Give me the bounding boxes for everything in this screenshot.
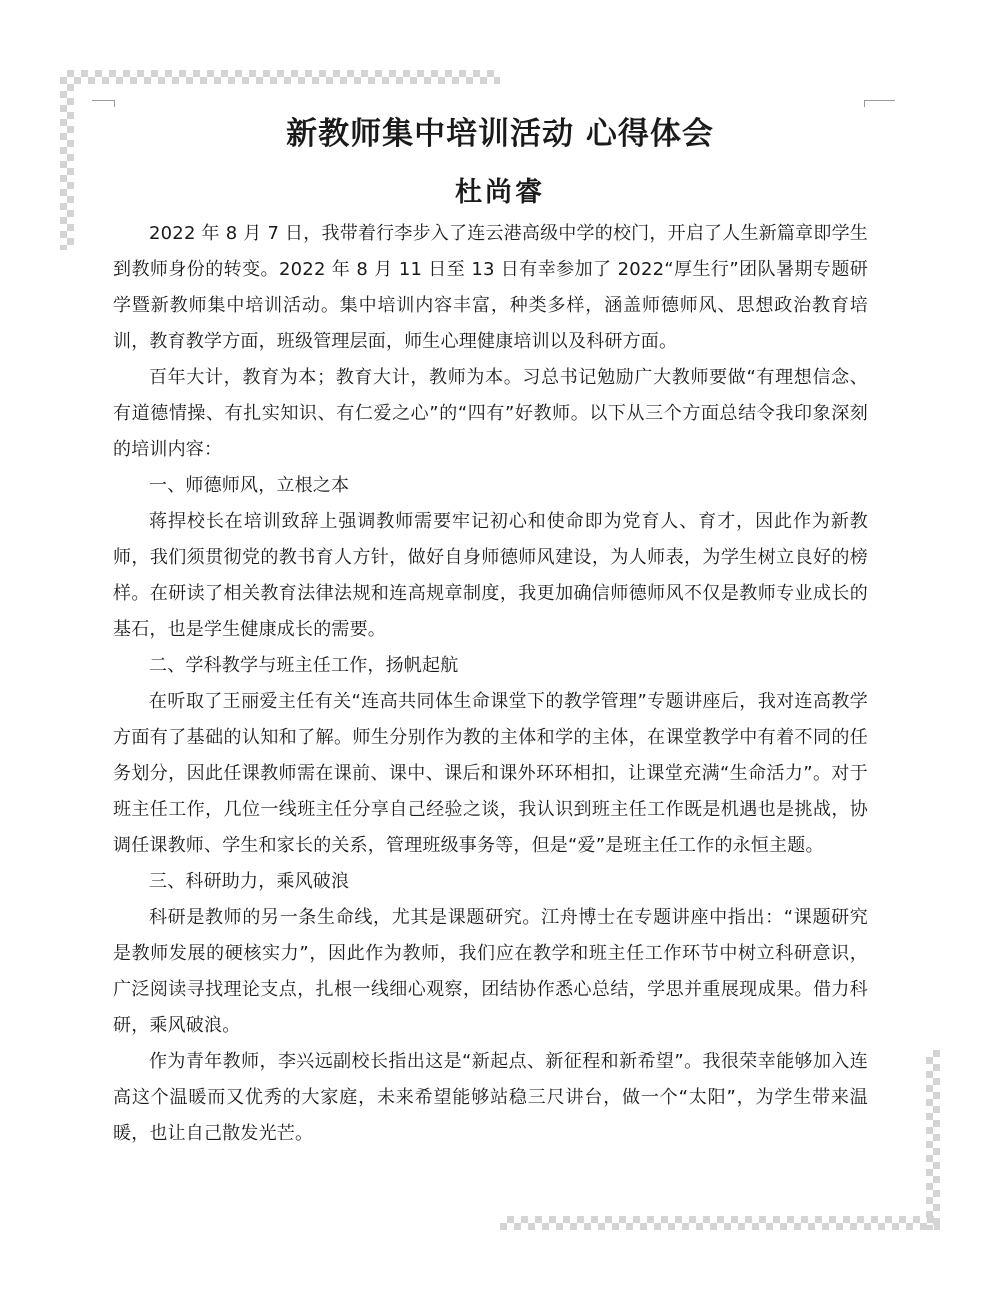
corner-mark-top-left xyxy=(92,100,115,107)
section-heading-1: 一、师德师风，立根之本 xyxy=(149,475,350,496)
document-title: 新教师集中培训活动 心得体会 xyxy=(286,116,714,152)
paragraph-section-1: 蒋捍校长在培训致辞上强调教师需要牢记初心和使命即为党育人、育才，因此作为新教师，我们须贯彻党的教书育人方针，做好自身师德师风建设，为人师表，为学生树立良好的榜样。在研读了相关教育法律法规和连高规章制度，我更加确信师德师风不仅是教师专业成长的基石，也是学生健康成长的需要。 xyxy=(113,511,868,640)
paragraph-section-2: 在听取了王丽爱主任有关“连高共同体生命课堂下的教学管理”专题讲座后，我对连高教学方面有了基础的认知和了解。师生分别作为教的主体和学的主体，在课堂教学中有着不同的任务划分，因此任课教师需在课前、课中、课后和课外环环相扣，让课堂充满“生命活力”。对于班主任工作，几位一线班主任分享自己经验之谈，我认识到班主任工作既是机遇也是挑战，协调任课教师、学生和家长的关系，管理班级事务等，但是“爱”是班主任工作的永恒主题。 xyxy=(113,691,868,856)
section-heading-3: 三、科研助力，乘风破浪 xyxy=(149,871,350,892)
document-body xyxy=(113,216,868,1152)
paragraph-intro: 2022 年 8 月 7 日，我带着行李步入了连云港高级中学的校门，开启了人生新篇章即学生到教师身份的转变。2022 年 8 月 11 日至 13 日有幸参加了 2022“厚生行”团队暑期专题研学暨新教师集中培训活动。集中培训内容丰富，种类多样，涵盖师德师风、思想政治教育培训，教育教学方面，班级管理层面，师生心理健康培训以及科研方面。 xyxy=(113,223,868,352)
document-author: 杜尚睿 xyxy=(455,177,545,208)
paragraph-conclusion: 作为青年教师，李兴远副校长指出这是“新起点、新征程和新希望”。我很荣幸能够加入连高这个温暖而又优秀的大家庭，未来希望能够站稳三尺讲台，做一个“太阳”，为学生带来温暖，也让自己散发光芒。 xyxy=(113,1051,868,1144)
left-checker-border xyxy=(60,70,74,250)
right-checker-border xyxy=(926,1050,940,1230)
paragraph-overview: 百年大计，教育为本；教育大计，教师为本。习总书记勉励广大教师要做“有理想信念、有道德情操、有扎实知识、有仁爱之心”的“四有”好教师。以下从三个方面总结令我印象深刻的培训内容： xyxy=(113,367,868,460)
corner-mark-top-right xyxy=(864,100,895,107)
section-heading-2: 二、学科教学与班主任工作，扬帆起航 xyxy=(149,655,459,676)
paragraph-section-3: 科研是教师的另一条生命线，尤其是课题研究。江舟博士在专题讲座中指出：“课题研究是教师发展的硬核实力”，因此作为教师，我们应在教学和班主任工作环节中树立科研意识，广泛阅读寻找理论支点，扎根一线细心观察，团结协作悉心总结，学思并重展现成果。借力科研，乘风破浪。 xyxy=(113,907,868,1036)
top-checker-border xyxy=(60,70,500,84)
bottom-checker-border xyxy=(500,1216,940,1230)
